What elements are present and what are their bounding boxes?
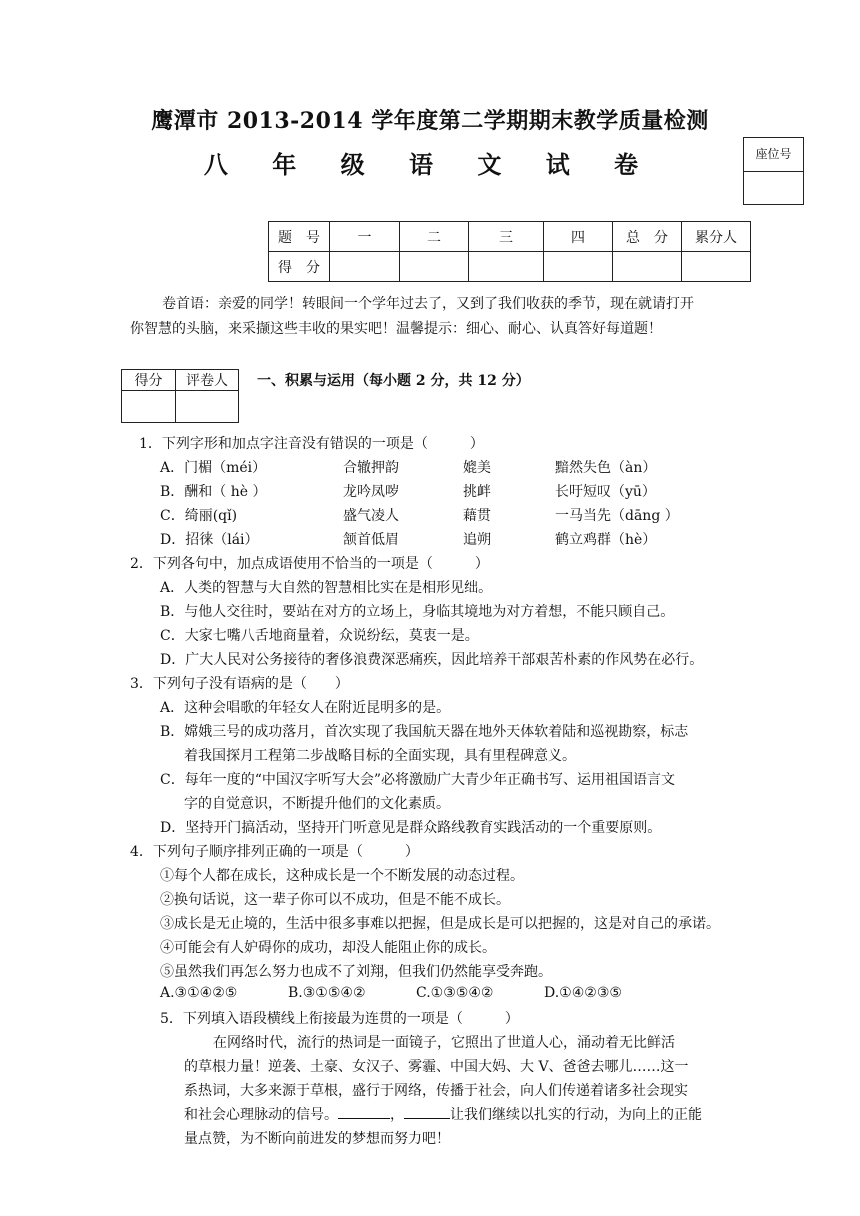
q4-sentence-4: ④可能会有人妒碍你的成功，却没人能阻止你的成长。 [160, 940, 496, 956]
score-cell [682, 252, 751, 282]
grader-reviewer-label: 评卷人 [176, 370, 239, 391]
score-col-1: 一 [330, 222, 400, 252]
q2-option-A: A．人类的智慧与大自然的智慧相比实在是相形见绌。 [160, 580, 493, 596]
q1-C-col1: C．绮丽(qǐ) [160, 508, 238, 524]
intro-line-1: 卷首语：亲爱的同学！转眼间一个学年过去了，又到了我们收获的季节，现在就请打开 [162, 296, 694, 312]
exam-title: 鹰潭市 2013-2014 学年度第二学期期末教学质量检测 [151, 108, 709, 134]
score-col-total: 总 分 [613, 222, 682, 252]
q1-C-col3: 藉贯 [463, 508, 491, 524]
q1-A-col3: 媲美 [463, 460, 491, 476]
q5-passage-line4-a: 和社会心理脉动的信号。 [184, 1107, 338, 1123]
seat-number-box [743, 137, 804, 205]
score-cell [544, 252, 613, 282]
seat-number-label: 座位号 [744, 138, 803, 172]
q4-option-D: D.①④②③⑤ [544, 985, 622, 1001]
score-table [268, 221, 751, 282]
q3-stem: 3．下列句子没有语病的是（ ） [130, 676, 349, 692]
q4-sentence-1: ①每个人都在成长，这种成长是一个不断发展的动态过程。 [160, 868, 524, 884]
q4-sentence-5: ⑤虽然我们再怎么努力也成不了刘翔，但我们仍然能享受奔跑。 [160, 964, 552, 980]
q4-option-C: C.①③⑤④② [416, 985, 494, 1001]
q5-passage-line4-b: ， [390, 1107, 404, 1123]
q2-option-C: C．大家七嘴八舌地商量着，众说纷纭，莫衷一是。 [160, 628, 479, 644]
q2-option-D: D．广大人民对公务接待的奢侈浪费深恶痛疾，因此培养干部艰苦朴素的作风势在必行。 [160, 652, 704, 668]
q3-option-C-line2: 字的自觉意识，不断提升他们的文化素质。 [184, 796, 450, 812]
q5-passage-line2: 的草根力量！逆袭、土豪、女汉子、雾霾、中国大妈、大 V、爸爸去哪儿……这一 [184, 1059, 689, 1075]
q1-B-col3: 挑衅 [463, 484, 491, 500]
q1-A-col1: A．门楣（méi） [160, 460, 267, 476]
section-1-title: 一、积累与运用（每小题 2 分，共 12 分） [257, 373, 530, 389]
q1-D-col2: 颔首低眉 [343, 532, 399, 548]
q1-A-col2: 合辙押韵 [343, 460, 399, 476]
score-cell [613, 252, 682, 282]
q4-stem: 4．下列句子顺序排列正确的一项是（ ） [130, 844, 419, 860]
q1-D-col3: 追朔 [463, 532, 491, 548]
grader-box [121, 369, 239, 423]
q1-C-col2: 盛气凌人 [343, 508, 399, 524]
q5-passage-line1: 在网络时代，流行的热词是一面镜子，它照出了世道人心，涌动着无比鲜活 [213, 1035, 675, 1051]
q4-sentence-2: ②换句话说，这一辈子你可以不成功，但是不能不成长。 [160, 892, 510, 908]
q4-sentence-3: ③成长是无止境的，生活中很多事难以把握，但是成长是可以把握的，这是对自己的承诺。 [160, 916, 720, 932]
q5-passage-line3: 系热词，大多来源于草根，盛行于网络，传播于社会，向人们传递着诸多社会现实 [184, 1083, 688, 1099]
q1-A-col4: 黯然失色（àn） [555, 460, 657, 476]
score-table-score-row [269, 252, 751, 282]
score-col-label: 题 号 [269, 222, 330, 252]
q4-option-B: B.③①⑤④② [288, 985, 366, 1001]
q1-D-col1: D．招徕（lái） [160, 532, 259, 548]
q2-option-B: B．与他人交往时，要站在对方的立场上，身临其境地为对方着想，不能只顾自己。 [160, 604, 675, 620]
intro-line-2: 你智慧的头脑，来采撷这些丰收的果实吧！温馨提示：细心、耐心、认真答好每道题！ [130, 321, 662, 337]
q3-option-C-line1: C．每年一度的“中国汉字听写大会”必将激励广大青少年正确书写、运用祖国语言文 [160, 772, 676, 788]
q5-blank-2[interactable] [404, 1104, 450, 1119]
score-col-4: 四 [544, 222, 613, 252]
grader-score-label: 得分 [122, 370, 176, 391]
score-table-header-row [269, 222, 751, 252]
q1-B-col1: B．酬和（ hè ） [160, 484, 267, 500]
q4-option-A: A.③①④②⑤ [160, 985, 238, 1001]
q3-option-A: A．这种会唱歌的年轻女人在附近昆明多的是。 [160, 700, 451, 716]
q3-option-B-line1: B．嫦娥三号的成功落月，首次实现了我国航天器在地外天体软着陆和巡视勘察，标志 [160, 724, 689, 740]
q3-option-D: D．坚持开门搞活动，坚持开门听意见是群众路线教育实践活动的一个重要原则。 [160, 820, 662, 836]
q2-stem: 2．下列各句中，加点成语使用不恰当的一项是（ ） [130, 556, 489, 572]
q1-B-col4: 长吁短叹（yū） [555, 484, 656, 500]
q1-B-col2: 龙吟凤哕 [343, 484, 399, 500]
score-cell [330, 252, 400, 282]
score-row-label: 得 分 [269, 252, 330, 282]
q5-blank-1[interactable] [338, 1104, 390, 1119]
q5-stem: 5．下列填入语段横线上衔接最为连贯的一项是（ ） [160, 1011, 519, 1027]
score-col-3: 三 [469, 222, 544, 252]
q5-passage-line5: 量点赞，为不断向前进发的梦想而努力吧！ [184, 1131, 450, 1147]
exam-subtitle: 八 年 级 语 文 试 卷 [203, 150, 657, 179]
grader-score-cell [122, 391, 176, 423]
q3-option-B-line2: 着我国探月工程第二步战略目标的全面实现，具有里程碑意义。 [184, 748, 576, 764]
grader-reviewer-cell [176, 391, 239, 423]
score-cell [400, 252, 469, 282]
q1-stem: 1．下列字形和加点字注音没有错误的一项是（ ） [139, 436, 484, 452]
q5-passage-line4 [184, 1104, 702, 1124]
score-col-2: 二 [400, 222, 469, 252]
score-col-tallier: 累分人 [682, 222, 751, 252]
q1-C-col4: 一马当先（dāng ） [555, 508, 679, 524]
score-cell [469, 252, 544, 282]
q5-passage-line4-c: 让我们继续以扎实的行动，为向上的正能 [450, 1107, 702, 1123]
q1-D-col4: 鹤立鸡群（hè） [555, 532, 657, 548]
